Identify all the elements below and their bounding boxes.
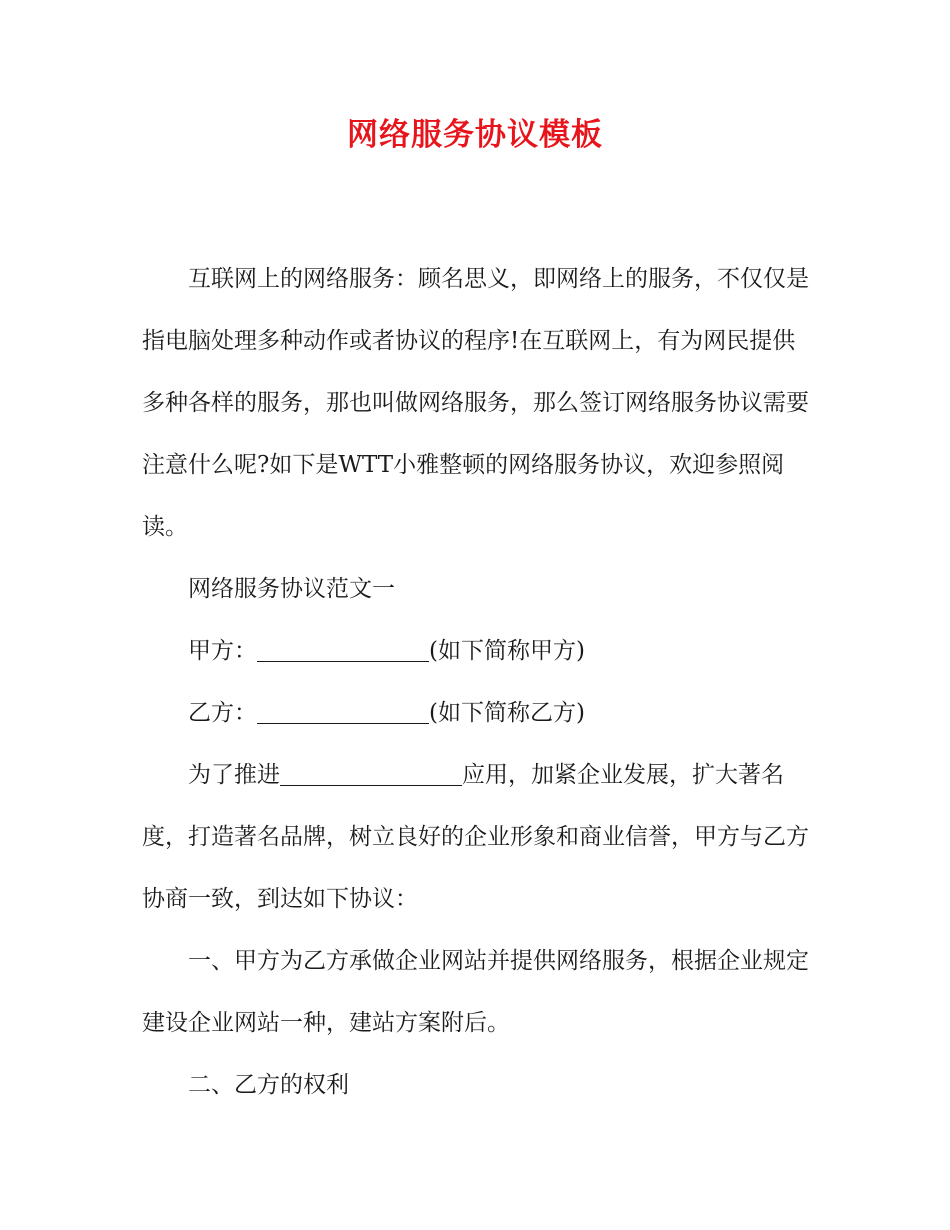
party-b-suffix: (如下简称乙方) [429,700,585,726]
party-a-suffix: (如下简称甲方) [429,638,585,664]
clause-2-heading: 二、乙方的权利 [188,1072,349,1098]
purpose-prefix: 为了推进 [188,762,280,788]
party-a-line [142,620,810,682]
purpose-blank [280,763,462,786]
party-a-label: 甲方： [188,638,257,664]
party-b-line [142,682,810,744]
section-heading: 网络服务协议范文一 [188,576,395,602]
intro-paragraph: 互联网上的网络服务：顾名思义，即网络上的服务，不仅仅是指电脑处理多种动作或者协议的程序!在互联网上，有为网民提供多种各样的服务，那也叫做网络服务，那么签订网络服务协议需要注意什么呢?如下是WTT小雅整顿的网络服务协议，欢迎参照阅读。 [142,266,809,540]
party-b-label: 乙方： [188,700,257,726]
party-b-blank [257,701,429,724]
party-a-blank [257,639,429,662]
purpose-suffix: 应用，加紧企业发展，扩大著名度，打造著名品牌，树立良好的企业形象和商业信誉，甲方与乙方协商一致，到达如下协议： [142,762,809,912]
document-title: 网络服务协议模板 [347,117,603,153]
clause-1-paragraph: 一、甲方为乙方承做企业网站并提供网络服务，根据企业规定建设企业网站一种，建站方案附后。 [142,948,809,1036]
document-body [142,248,810,1116]
purpose-paragraph [142,744,810,930]
